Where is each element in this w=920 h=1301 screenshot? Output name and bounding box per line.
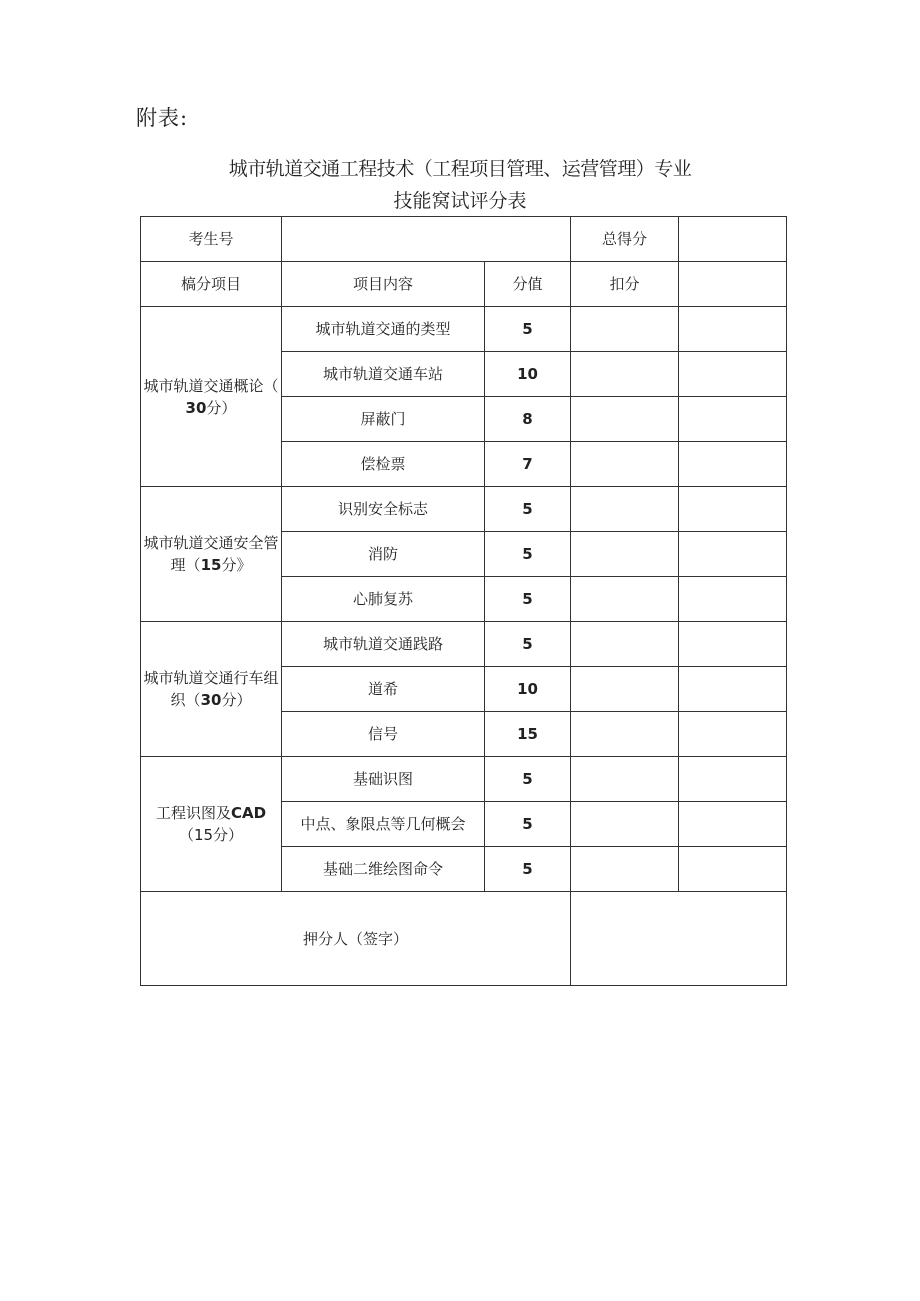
table-row — [141, 487, 787, 532]
blank-cell[interactable] — [679, 487, 787, 532]
category-name: 城市轨道交通行车组织（ — [143, 669, 279, 709]
category-points: CAD — [230, 804, 267, 822]
table-header-row — [141, 262, 787, 307]
category-points: 30 — [185, 398, 207, 417]
blank-cell[interactable] — [679, 577, 787, 622]
item-score: 7 — [485, 442, 571, 487]
category-cell — [141, 757, 282, 892]
blank-cell[interactable] — [679, 352, 787, 397]
header-content: 项目内容 — [282, 262, 485, 307]
item-content: 基础识图 — [282, 757, 485, 802]
item-score: 5 — [485, 487, 571, 532]
signature-row — [141, 892, 787, 986]
item-score: 15 — [485, 712, 571, 757]
signature-label: 押分人（签字） — [141, 892, 571, 986]
category-name: 工程识图及 — [155, 804, 231, 822]
total-score-field[interactable] — [679, 217, 787, 262]
blank-cell[interactable] — [679, 532, 787, 577]
deduction-field[interactable] — [571, 757, 679, 802]
blank-cell[interactable] — [679, 847, 787, 892]
category-cell — [141, 622, 282, 757]
item-content: 信号 — [282, 712, 485, 757]
header-category: 槁分项目 — [141, 262, 282, 307]
category-points-unit: 分） — [206, 398, 237, 417]
document-subtitle: 技能窝试评分表 — [393, 190, 527, 212]
table-row — [141, 307, 787, 352]
deduction-field[interactable] — [571, 667, 679, 712]
deduction-field[interactable] — [571, 487, 679, 532]
item-content: 消防 — [282, 532, 485, 577]
total-score-label: 总得分 — [571, 217, 679, 262]
item-score: 5 — [485, 847, 571, 892]
category-cell — [141, 307, 282, 487]
item-score: 5 — [485, 622, 571, 667]
item-score: 5 — [485, 757, 571, 802]
item-content: 道希 — [282, 667, 485, 712]
header-blank — [679, 262, 787, 307]
item-content: 中点、象限点等几何概会 — [282, 802, 485, 847]
item-score: 5 — [485, 802, 571, 847]
table-row — [141, 757, 787, 802]
blank-cell[interactable] — [679, 667, 787, 712]
category-name: 城市轨道交通概论（ — [143, 376, 279, 395]
category-points: 30 — [200, 691, 222, 709]
deduction-field[interactable] — [571, 802, 679, 847]
blank-cell[interactable] — [679, 802, 787, 847]
deduction-field[interactable] — [571, 712, 679, 757]
blank-cell[interactable] — [679, 397, 787, 442]
score-table — [140, 216, 787, 986]
blank-cell[interactable] — [679, 712, 787, 757]
header-deduction: 扣分 — [571, 262, 679, 307]
exam-number-label: 考生号 — [141, 217, 282, 262]
deduction-field[interactable] — [571, 532, 679, 577]
category-cell — [141, 487, 282, 622]
blank-cell[interactable] — [679, 757, 787, 802]
item-content: 基础二维绘图命令 — [282, 847, 485, 892]
deduction-field[interactable] — [571, 397, 679, 442]
exam-number-field[interactable] — [282, 217, 571, 262]
document-title: 城市轨道交通工程技术（工程项目管理、运营管理）专业 — [228, 158, 692, 180]
item-score: 5 — [485, 307, 571, 352]
item-score: 5 — [485, 577, 571, 622]
blank-cell[interactable] — [679, 307, 787, 352]
deduction-field[interactable] — [571, 352, 679, 397]
category-points-unit: （15分） — [178, 826, 244, 844]
item-score: 8 — [485, 397, 571, 442]
deduction-field[interactable] — [571, 577, 679, 622]
item-content: 心肺复苏 — [282, 577, 485, 622]
item-content: 城市轨道交通车站 — [282, 352, 485, 397]
item-content: 城市轨道交通践路 — [282, 622, 485, 667]
deduction-field[interactable] — [571, 847, 679, 892]
deduction-field[interactable] — [571, 307, 679, 352]
table-row — [141, 622, 787, 667]
item-score: 10 — [485, 352, 571, 397]
blank-cell[interactable] — [679, 442, 787, 487]
signature-field[interactable] — [571, 892, 787, 986]
deduction-field[interactable] — [571, 442, 679, 487]
deduction-field[interactable] — [571, 622, 679, 667]
blank-cell[interactable] — [679, 622, 787, 667]
category-name: 城市轨道交通安全管理（ — [143, 534, 279, 574]
item-content: 屏蔽门 — [282, 397, 485, 442]
exam-info-row — [141, 217, 787, 262]
item-score: 5 — [485, 532, 571, 577]
item-content: 城市轨道交通的类型 — [282, 307, 485, 352]
item-content: 偿检票 — [282, 442, 485, 487]
category-points: 15 — [200, 556, 222, 574]
category-points-unit: 分） — [221, 691, 252, 709]
appendix-label: 附表: — [136, 106, 189, 130]
category-points-unit: 分》 — [221, 556, 252, 574]
item-content: 识别安全标志 — [282, 487, 485, 532]
item-score: 10 — [485, 667, 571, 712]
header-score: 分值 — [485, 262, 571, 307]
